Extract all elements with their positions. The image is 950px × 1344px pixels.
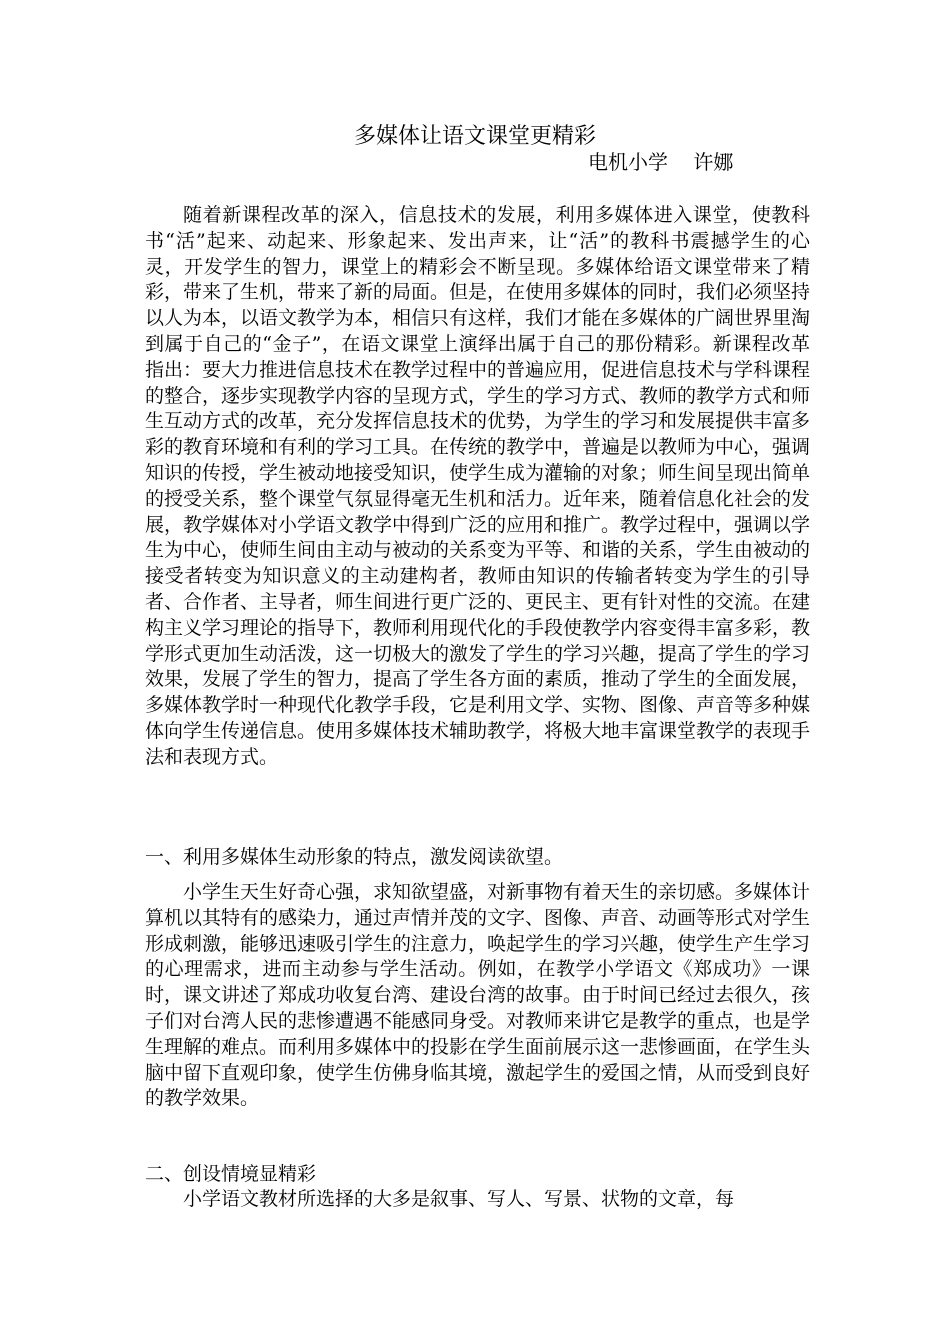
section-heading-2: 二、创设情境显精彩: [145, 1163, 317, 1185]
author-byline: 电机小学 许娜: [588, 150, 734, 174]
intro-paragraph: 随着新课程改革的深入，信息技术的发展，利用多媒体进入课堂，使教科书“活”起来、动起来、形象起来、发出声来，让“活”的教科书震撼学生的心灵，开发学生的智力，课堂上的精彩会不断呈现。多媒体给语文课堂带来了精彩，带来了生机，带来了新的局面。但是，在使用多媒体的同时，我们必须坚持以人为本，以语文教学为本，相信只有这样，我们才能在多媒体的广阔世界里淘到属于自己的“金子”，在语文课堂上演绎出属于自己的那份精彩。新课程改革指出：要大力推进信息技术在教学过程中的普遍应用，促进信息技术与学科课程的整合，逐步实现教学内容的呈现方式，学生的学习方式、教师的教学方式和师生互动方式的改革，充分发挥信息技术的优势，为学生的学习和发展提供丰富多彩的教育环境和有利的学习工具。在传统的教学中，普遍是以教师为中心，强调知识的传授，学生被动地接受知识，使学生成为灌输的对象；师生间呈现出简单的授受关系，整个课堂气氛显得毫无生机和活力。近年来，随着信息化社会的发展，教学媒体对小学语文教学中得到广泛的应用和推广。教学过程中，强调以学生为中心，使师生间由主动与被动的关系变为平等、和谐的关系，学生由被动的接受者转变为知识意义的主动建构者，教师由知识的传输者转变为学生的引导者、合作者、主导者，师生间进行更广泛的、更民主、更有针对性的交流。在建构主义学习理论的指导下，教师利用现代化的手段使教学内容变得丰富多彩，教学形式更加生动活泼，这一切极大的激发了学生的学习兴趣，提高了学生的学习效果，发展了学生的智力，提高了学生各方面的素质，推动了学生的全面发展，多媒体教学时一种现代化教学手段，它是利用文学、实物、图像、声音等多种媒体向学生传递信息。使用多媒体技术辅助教学，将极大地丰富课堂教学的表现手法和表现方式。: [145, 204, 811, 768]
section-heading-1: 一、利用多媒体生动形象的特点，激发阅读欲望。: [145, 846, 564, 868]
section-2-body: [145, 1187, 810, 1213]
document-title: 多媒体让语文课堂更精彩: [353, 124, 596, 149]
section-1-paragraph: 小学生天生好奇心强，求知欲望盛，对新事物有着天生的亲切感。多媒体计算机以其特有的感染力，通过声情并茂的文字、图像、声音、动画等形式对学生形成刺激，能够迅速吸引学生的注意力，唤起学生的学习兴趣，使学生产生学习的心理需求，进而主动参与学生活动。例如，在教学小学语文《郑成功》一课时，课文讲述了郑成功收复台湾、建设台湾的故事。由于时间已经过去很久，孩子们对台湾人民的悲惨遭遇不能感同身受。对教师来讲它是教学的重点，也是学生理解的难点。而利用多媒体中的投影在学生面前展示这一悲惨画面，在学生头脑中留下直观印象，使学生仿佛身临其境，激起学生的爱国之情，从而受到良好的教学效果。: [145, 881, 811, 1110]
section-2-paragraph: 小学语文教材所选择的大多是叙事、写人、写景、状物的文章，每: [183, 1188, 735, 1210]
intro-section: [145, 203, 810, 771]
section-1-body: [145, 880, 810, 1112]
